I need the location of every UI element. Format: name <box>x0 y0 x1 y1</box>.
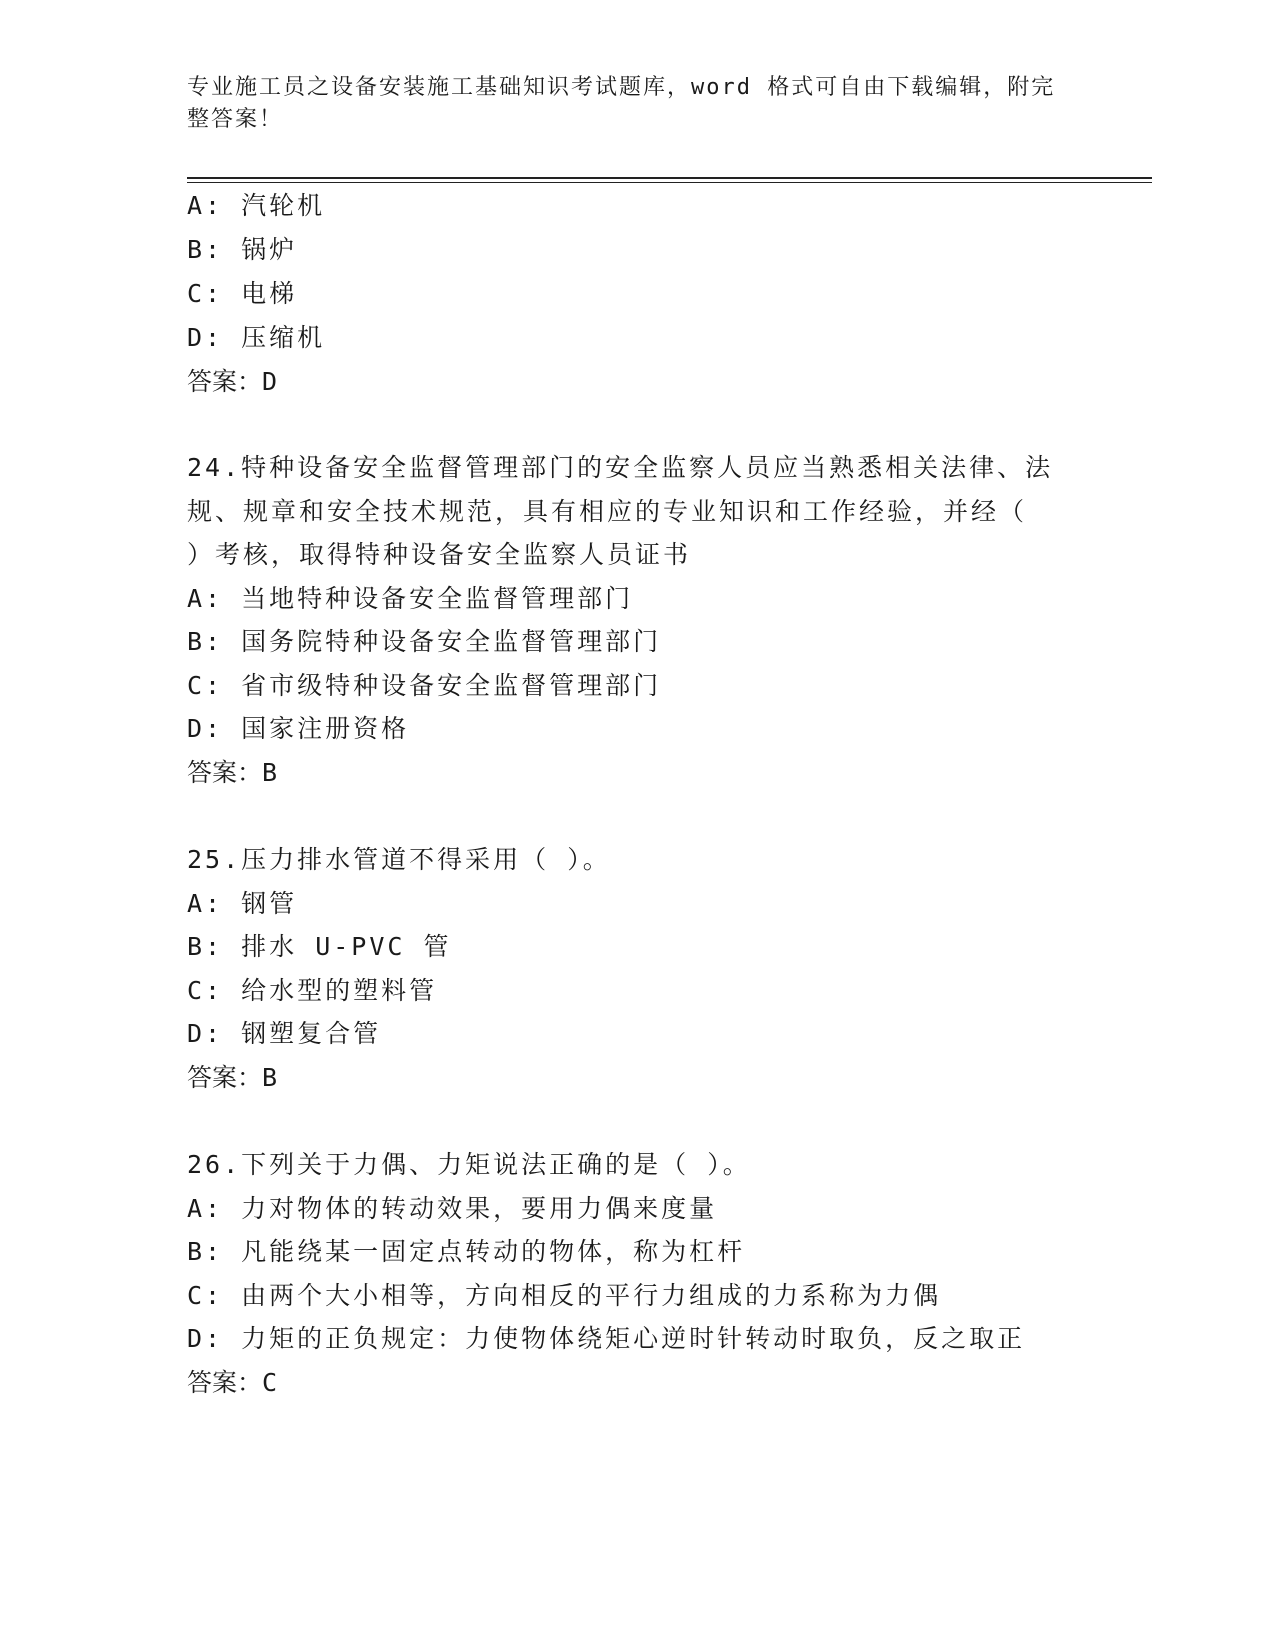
q26-option-a: A: 力对物体的转动效果，要用力偶来度量 <box>187 1194 718 1223</box>
answer-value: C <box>262 1368 278 1397</box>
answer-label: 答案： <box>187 367 263 396</box>
q26-option-c: C: 由两个大小相等，方向相反的平行力组成的力系称为力偶 <box>187 1281 942 1310</box>
q26-stem: 26.下列关于力偶、力矩说法正确的是（ ）。 <box>187 1150 751 1179</box>
answer-value: B <box>262 1063 278 1092</box>
q24-stem-line-3: ）考核，取得特种设备安全监察人员证书 <box>187 540 692 569</box>
q25-answer <box>187 1062 277 1094</box>
q23-option-d: D: 压缩机 <box>187 323 326 352</box>
q24-option-d: D: 国家注册资格 <box>187 714 410 743</box>
q26-option-b: B: 凡能绕某一固定点转动的物体，称为杠杆 <box>187 1237 746 1266</box>
q25-option-c: C: 给水型的塑料管 <box>187 976 438 1005</box>
header-rule-thick <box>187 177 1152 179</box>
q23-option-c: C: 电梯 <box>187 279 298 308</box>
q25-option-b: B: 排水 U-PVC 管 <box>187 932 452 961</box>
answer-value: D <box>262 367 278 396</box>
q26-option-d: D: 力矩的正负规定：力使物体绕矩心逆时针转动时取负，反之取正 <box>187 1324 1026 1353</box>
header-rule-thin <box>187 182 1152 183</box>
q24-option-a: A: 当地特种设备安全监督管理部门 <box>187 584 634 613</box>
q24-option-c: C: 省市级特种设备安全监督管理部门 <box>187 671 662 700</box>
q24-stem-line-1: 24.特种设备安全监督管理部门的安全监察人员应当熟悉相关法律、法 <box>187 453 1054 482</box>
q25-stem: 25.压力排水管道不得采用（ ）。 <box>187 845 611 874</box>
q26-answer <box>187 1367 277 1399</box>
answer-value: B <box>262 758 278 787</box>
q24-option-b: B: 国务院特种设备安全监督管理部门 <box>187 627 662 656</box>
document-header: 专业施工员之设备安装施工基础知识考试题库，word 格式可自由下载编辑，附完整答案！ <box>187 75 1056 132</box>
q24-answer <box>187 757 277 789</box>
q23-answer <box>187 366 277 398</box>
answer-label: 答案： <box>187 1063 263 1092</box>
q25-option-a: A: 钢管 <box>187 889 298 918</box>
q24-stem-line-2: 规、规章和安全技术规范，具有相应的专业知识和工作经验，并经（ <box>187 497 1028 526</box>
answer-label: 答案： <box>187 1368 263 1397</box>
answer-label: 答案： <box>187 758 263 787</box>
q23-option-b: B: 锅炉 <box>187 235 298 264</box>
q23-option-a: A: 汽轮机 <box>187 191 326 220</box>
q25-option-d: D: 钢塑复合管 <box>187 1019 382 1048</box>
